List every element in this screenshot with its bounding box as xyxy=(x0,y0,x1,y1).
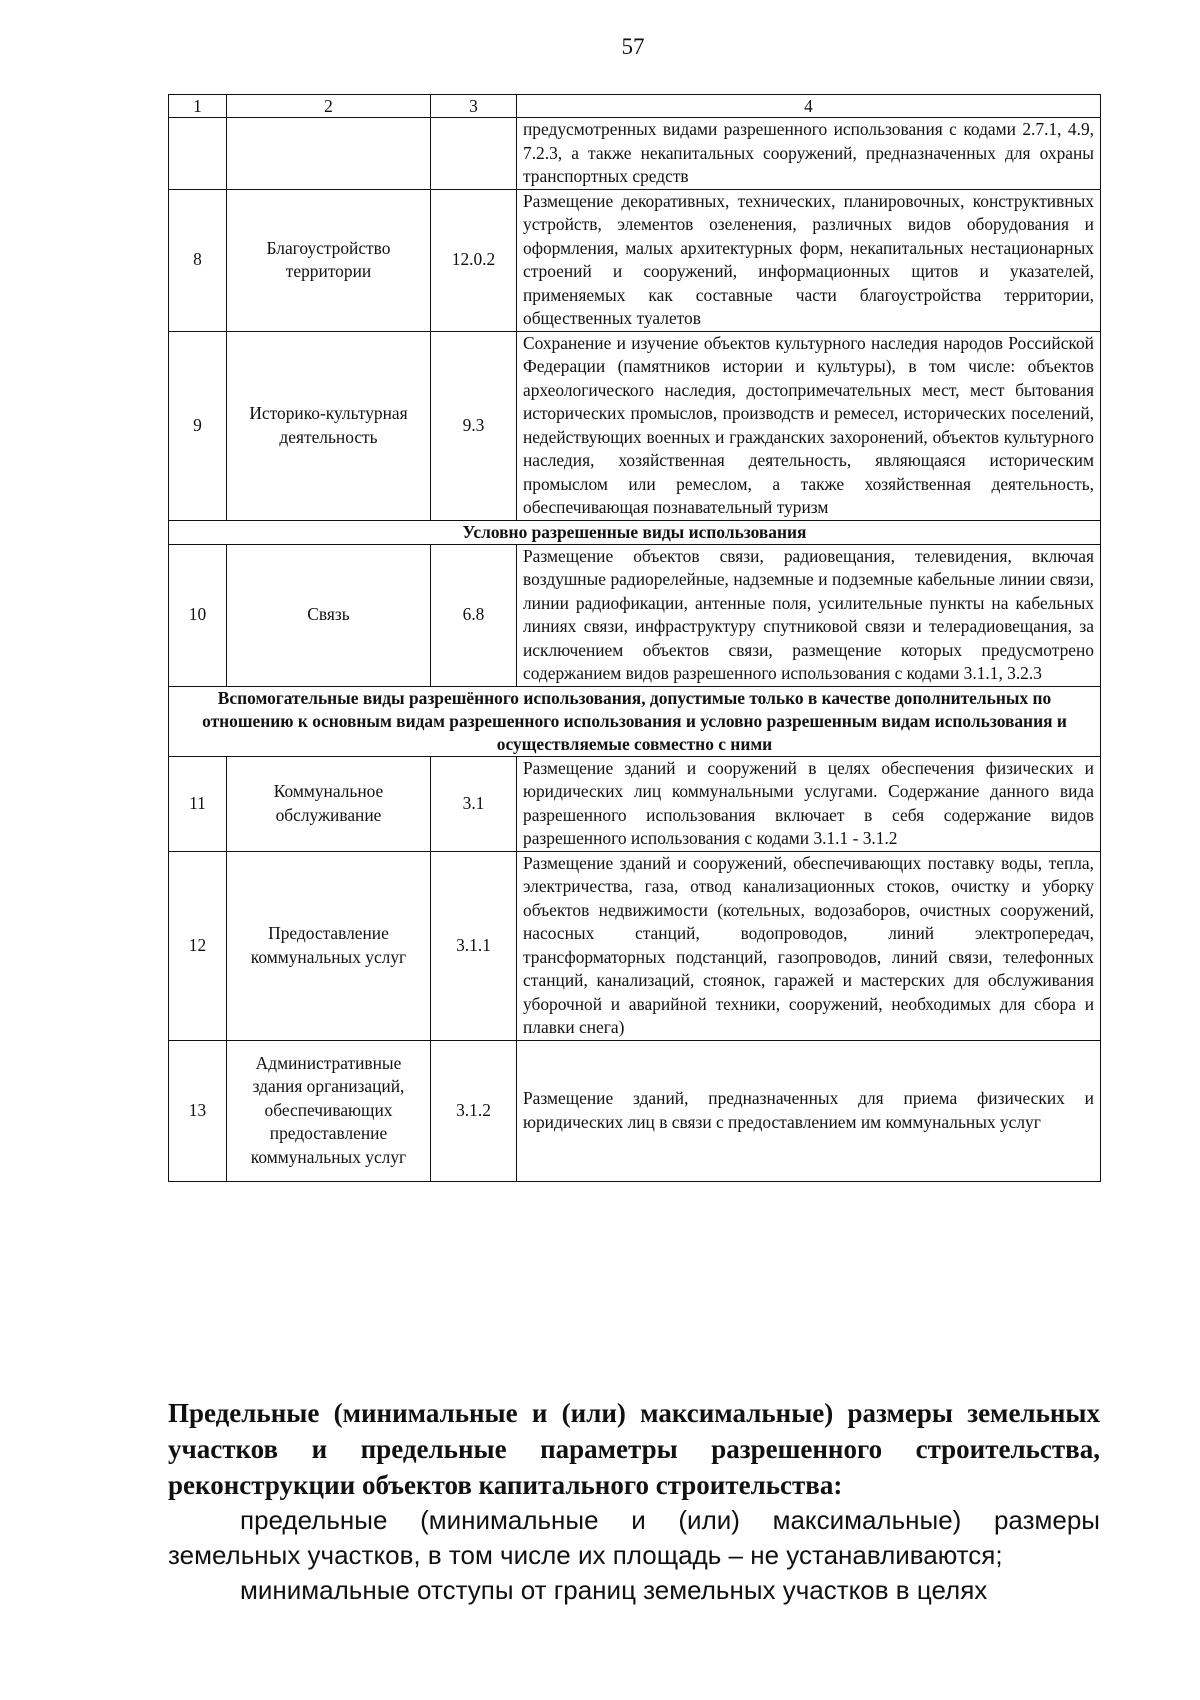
table-header-row xyxy=(169,95,1101,118)
use-type-name: Связь xyxy=(227,544,431,686)
row-number: 10 xyxy=(169,544,227,686)
table-row-13 xyxy=(169,1040,1101,1181)
use-type-name xyxy=(227,118,431,190)
row-number: 13 xyxy=(169,1040,227,1181)
use-type-code: 6.8 xyxy=(431,544,517,686)
section-heading: Вспомогательные виды разрешённого использования, допустимые только в качестве дополнительных по отношению к основным видам разрешенного использования и условно разрешенным видам использования и осуществляемые совместно с ними xyxy=(169,686,1101,756)
header-col-1: 1 xyxy=(169,95,227,118)
table-row-continuation xyxy=(169,118,1101,190)
row-number: 9 xyxy=(169,331,227,520)
table-row-8 xyxy=(169,189,1101,331)
use-type-description: Размещение зданий, предназначенных для приема физических и юридических лиц в связи с предоставлением им коммунальных услуг xyxy=(517,1040,1101,1181)
table-row-10 xyxy=(169,544,1101,686)
parameters-heading: Предельные (минимальные и (или) максимальные) размеры земельных участков и предельные параметры разрешенного строительства, реконструкции объектов капитального строительства: xyxy=(168,1398,1100,1500)
paragraph-setbacks: минимальные отступы от границ земельных участков в целях xyxy=(240,1575,988,1605)
use-type-name: Историко-культурная деятельность xyxy=(227,331,431,520)
use-type-code: 3.1 xyxy=(431,756,517,851)
use-type-code: 3.1.1 xyxy=(431,851,517,1040)
header-col-2: 2 xyxy=(227,95,431,118)
paragraph-land-plot-sizes: предельные (минимальные и (или) максимальные) размеры земельных участков, в том числе их площадь – не устанавливаются; xyxy=(168,1505,1100,1570)
row-number: 11 xyxy=(169,756,227,851)
section-auxiliary-uses xyxy=(169,686,1101,756)
land-use-table xyxy=(168,94,1101,1182)
use-type-code: 3.1.2 xyxy=(431,1040,517,1181)
use-type-name: Предоставление коммунальных услуг xyxy=(227,851,431,1040)
use-type-description: Размещение зданий и сооружений в целях обеспечения физических и юридических лиц коммунальными услугами. Содержание данного вида разрешенного использования включает в себя содержание видов разрешенного использования с кодами 3.1.1 - 3.1.2 xyxy=(517,756,1101,851)
table-row-12 xyxy=(169,851,1101,1040)
use-type-code xyxy=(431,118,517,190)
table-row-11 xyxy=(169,756,1101,851)
page-number: 57 xyxy=(621,34,645,59)
header-col-3: 3 xyxy=(431,95,517,118)
section-conditional-uses xyxy=(169,520,1101,544)
use-type-code: 9.3 xyxy=(431,331,517,520)
use-type-name: Административные здания организаций, обеспечивающих предоставление коммунальных услуг xyxy=(227,1040,431,1181)
row-number xyxy=(169,118,227,190)
use-type-name: Коммунальное обслуживание xyxy=(227,756,431,851)
row-number: 12 xyxy=(169,851,227,1040)
use-type-name: Благоустройство территории xyxy=(227,189,431,331)
use-type-description: предусмотренных видами разрешенного использования с кодами 2.7.1, 4.9, 7.2.3, а также некапитальных сооружений, предназначенных для охраны транспортных средств xyxy=(517,118,1101,190)
table-row-9 xyxy=(169,331,1101,520)
parameters-section xyxy=(168,1395,1100,1608)
use-type-description: Размещение зданий и сооружений, обеспечивающих поставку воды, тепла, электричества, газа, отвод канализационных стоков, очистку и уборку объектов недвижимости (котельных, водозаборов, очистных сооружений, насосных станций, водопроводов, линий электропередач, трансформаторных подстанций, газопроводов, линий связи, телефонных станций, канализаций, стоянок, гаражей и мастерских для обслуживания уборочной и аварийной техники, сооружений, необходимых для сбора и плавки снега) xyxy=(517,851,1101,1040)
use-type-description: Размещение объектов связи, радиовещания, телевидения, включая воздушные радиорелейные, надземные и подземные кабельные линии связи, линии радиофикации, антенные поля, усилительные пункты на кабельных линиях связи, инфраструктуру спутниковой связи и телерадиовещания, за исключением объектов связи, размещение которых предусмотрено содержанием видов разрешенного использования с кодами 3.1.1, 3.2.3 xyxy=(517,544,1101,686)
header-col-4: 4 xyxy=(517,95,1101,118)
row-number: 8 xyxy=(169,189,227,331)
section-heading: Условно разрешенные виды использования xyxy=(169,520,1101,544)
use-type-description: Сохранение и изучение объектов культурного наследия народов Российской Федерации (памятников истории и культуры), в том числе: объектов археологического наследия, достопримечательных мест, мест бытования исторических промыслов, производств и ремесел, исторических поселений, недействующих военных и гражданских захоронений, объектов культурного наследия, хозяйственная деятельность, являющаяся историческим промыслом или ремеслом, а также хозяйственная деятельность, обеспечивающая познавательный туризм xyxy=(517,331,1101,520)
use-type-code: 12.0.2 xyxy=(431,189,517,331)
use-type-description: Размещение декоративных, технических, планировочных, конструктивных устройств, элементов озеленения, различных видов оборудования и оформления, малых архитектурных форм, некапитальных нестационарных строений и сооружений, информационных щитов и указателей, применяемых как составные части благоустройства территории, общественных туалетов xyxy=(517,189,1101,331)
